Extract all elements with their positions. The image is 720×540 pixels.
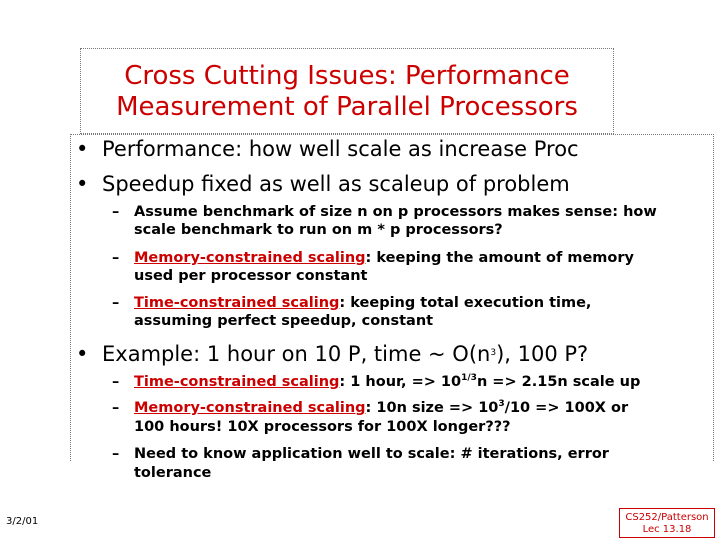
sub-bullet-text: tolerance [134, 465, 212, 481]
sub-bullet-text: 100 hours! 10X processors for 100X longer??? [134, 419, 511, 435]
bullet-marker: • [76, 342, 89, 366]
term-memory-constrained: Memory-constrained scaling [134, 250, 366, 266]
term-memory-constrained: Memory-constrained scaling [134, 400, 366, 416]
footer-course: CS252/Patterson [625, 512, 709, 523]
slide-title-line-2: Measurement of Parallel Processors [116, 92, 578, 122]
dash-marker: – [112, 446, 120, 462]
sub-bullet-text: Memory-constrained scaling: 10n size => $10^3/10 => 100X$ or [134, 399, 629, 416]
sub-bullet-text: Need to know application well to scale: # iterations, error [134, 446, 609, 462]
slide-title-line-1: Cross Cutting Issues: Performance [124, 61, 570, 91]
sub-bullet-text [134, 250, 634, 267]
dash-marker: – [112, 250, 120, 266]
dash-marker: – [112, 374, 120, 390]
sub-bullet-text: scale benchmark to run on m * p processors? [134, 222, 503, 238]
dash-marker: – [112, 295, 120, 311]
bullet-text: Speedup fixed as well as scaleup of problem [102, 172, 570, 196]
sub-bullet-text [134, 295, 591, 312]
dash-marker: – [112, 400, 120, 416]
footer-course-box [619, 508, 715, 538]
sub-bullet-text: assuming perfect speedup, constant [134, 313, 434, 329]
term-time-constrained: Time-constrained scaling [134, 295, 340, 311]
footer-lecture: Lec 13.18 [642, 524, 692, 535]
sub-bullet-text: Time-constrained scaling: 1 hour, => $10^{1/3}n => 2.15n$ scale up [134, 373, 641, 390]
bullet-text: Performance: how well scale as increase Proc [102, 137, 579, 161]
term-definition: : keeping total execution time, [339, 295, 592, 311]
bullet-marker: • [76, 172, 89, 196]
bullet-marker: • [76, 137, 89, 161]
term-time-constrained: Time-constrained scaling [134, 374, 340, 390]
dash-marker: – [112, 204, 120, 220]
sub-bullet-text: used per processor constant [134, 268, 368, 284]
bullet-text: Example: 1 hour on 10 P, time ~ $O(n^3)$, 100 P? [102, 342, 589, 366]
sub-bullet-text: Assume benchmark of size n on p processors makes sense: how [134, 204, 657, 220]
title-box [80, 48, 614, 134]
term-definition: : keeping the amount of memory [365, 250, 634, 266]
footer-date: 3/2/01 [6, 516, 39, 527]
